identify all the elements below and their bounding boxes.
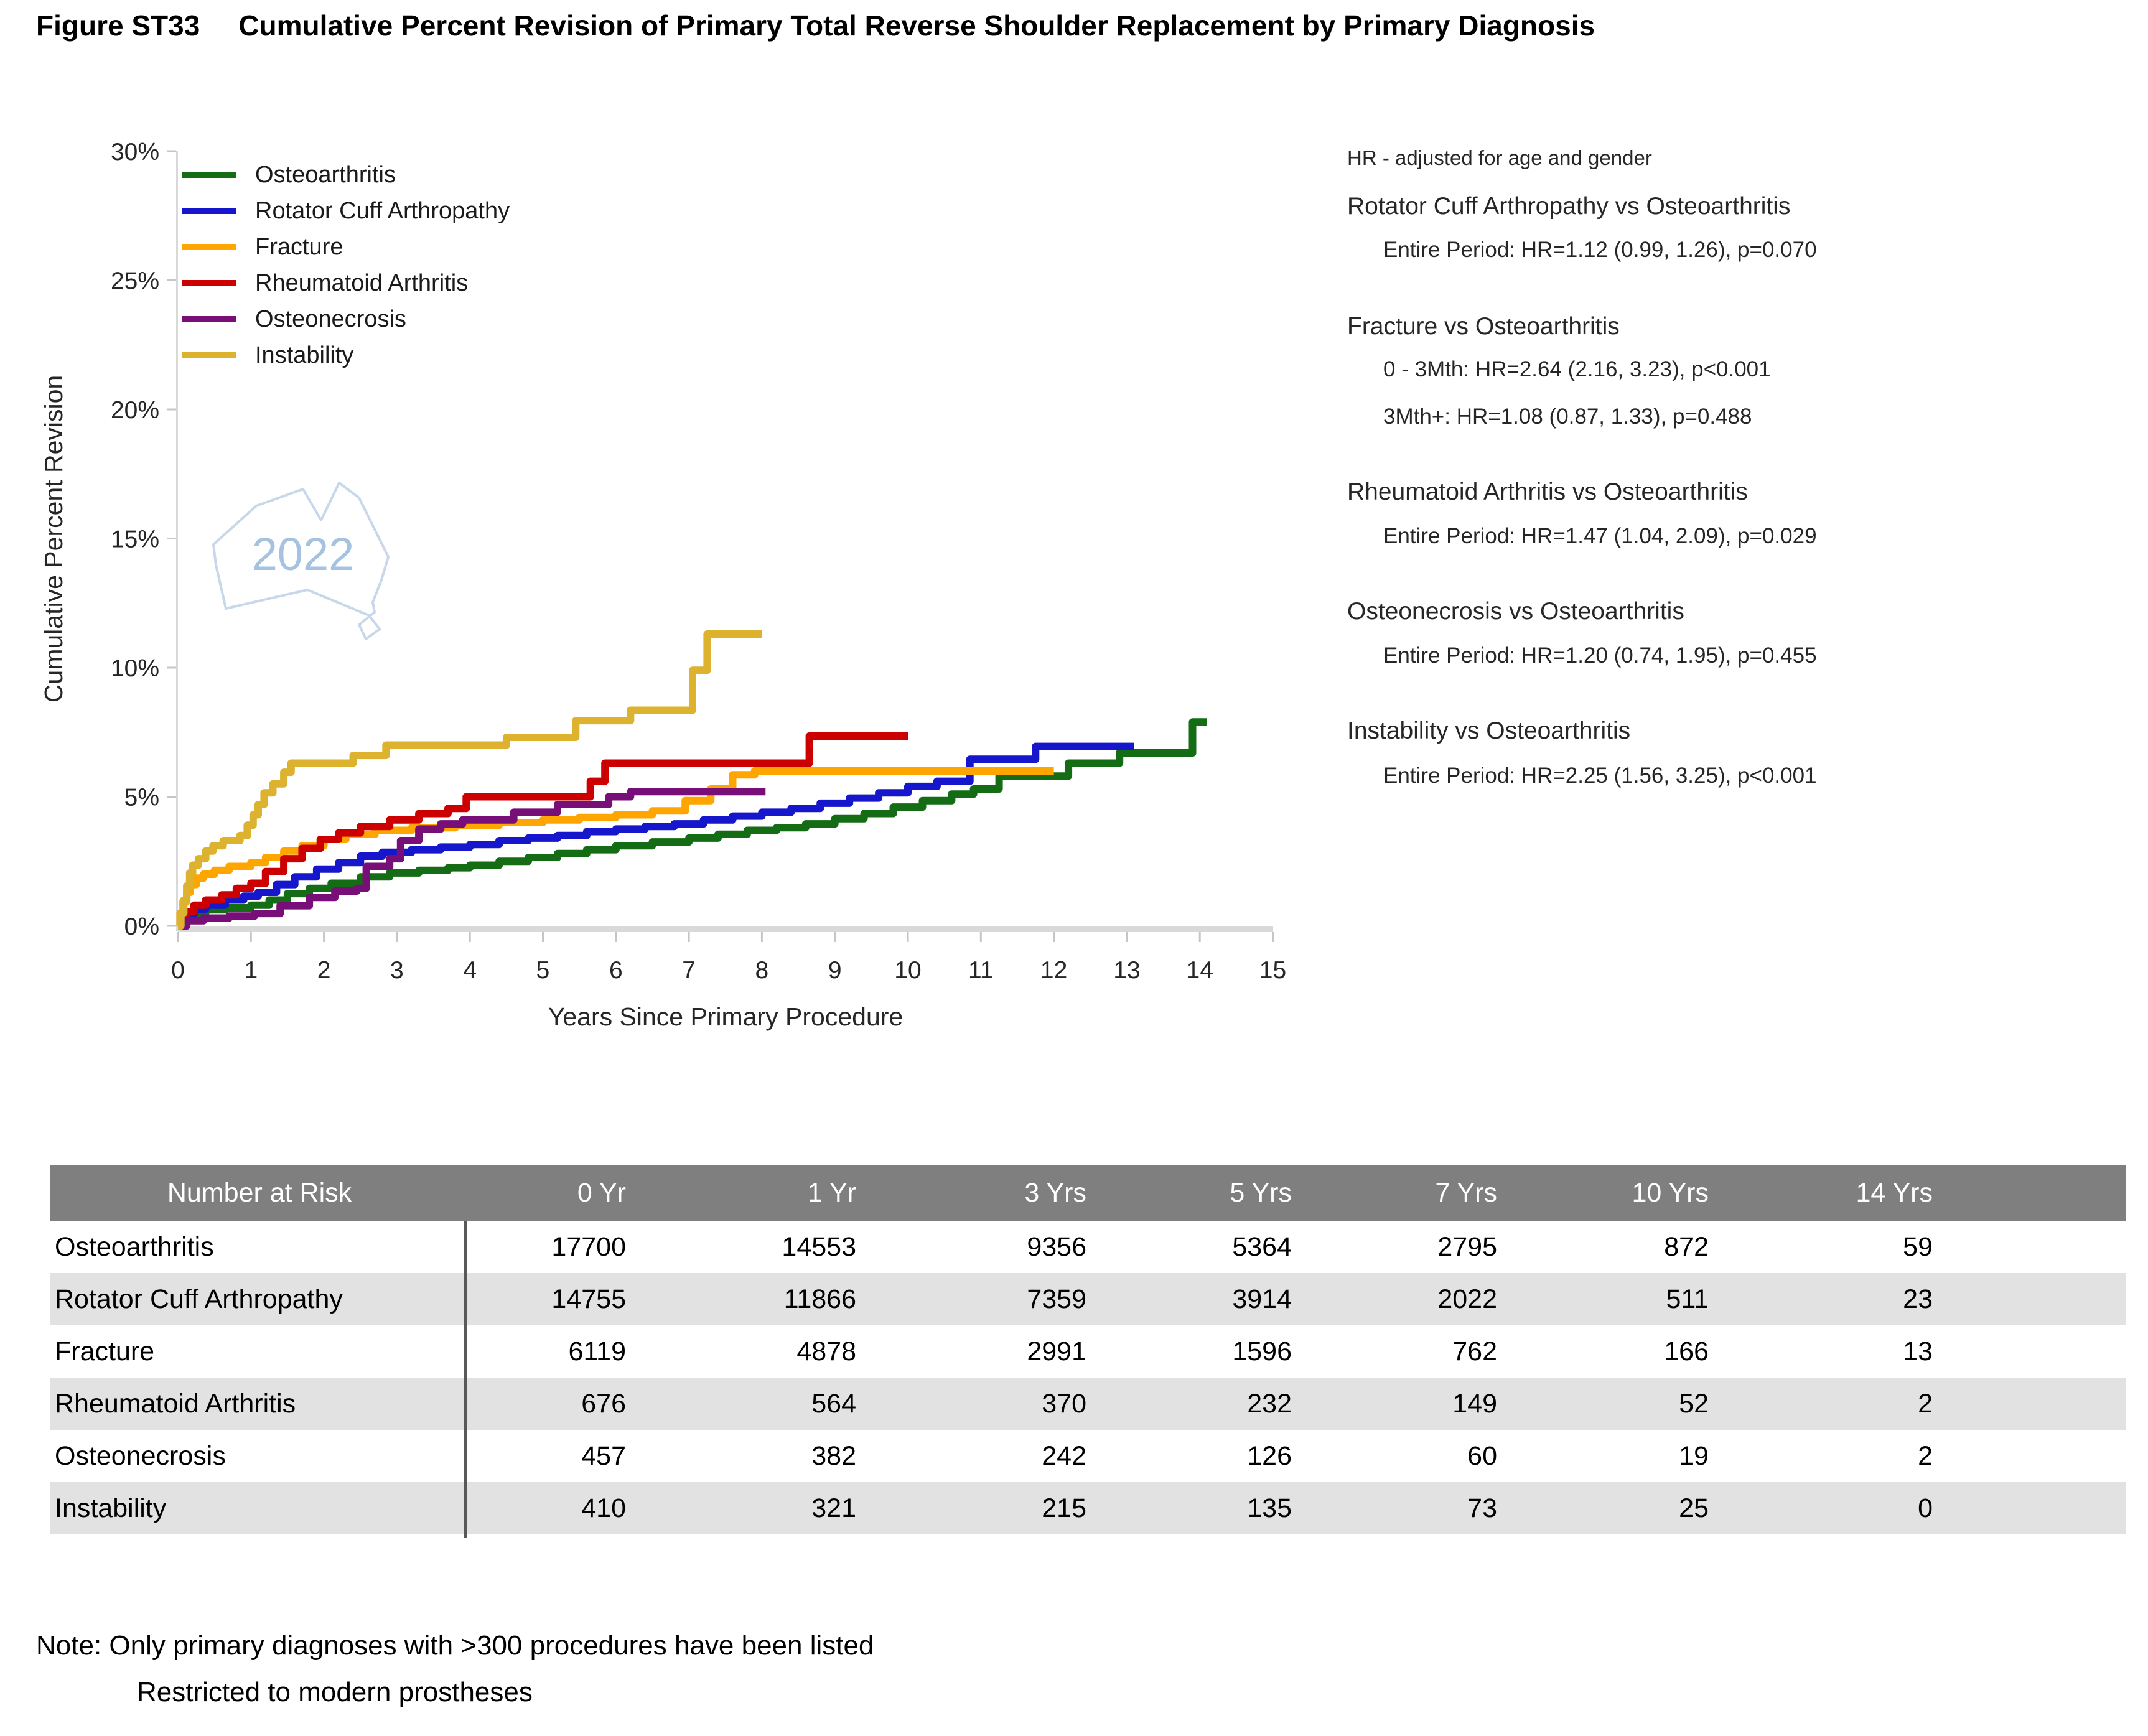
risk-value-cell: 1596: [1232, 1336, 1292, 1366]
risk-table-header: [50, 1165, 2126, 1221]
risk-value-cell: 242: [1042, 1440, 1086, 1471]
risk-header-cell: 10 Yrs: [1632, 1177, 1709, 1208]
risk-table-row: [50, 1482, 2126, 1534]
chart-legend: [182, 157, 510, 373]
x-axis-line: [178, 926, 1273, 932]
risk-value-cell: 126: [1247, 1440, 1292, 1471]
risk-value-cell: 382: [811, 1440, 856, 1471]
x-tick-label: 7: [682, 957, 696, 984]
legend-swatch-icon: [182, 352, 236, 358]
risk-value-cell: 2795: [1437, 1231, 1497, 1262]
hr-section-title-3: Osteonecrosis vs Osteoarthritis: [1347, 598, 1684, 625]
footnote-line-1: Note: Only primary diagnoses with >300 procedures have been listed: [36, 1630, 874, 1661]
y-axis-title: Cumulative Percent Revision: [39, 375, 68, 703]
risk-value-cell: 410: [581, 1493, 626, 1523]
watermark-year: 2022: [251, 528, 355, 580]
risk-value-cell: 9356: [1027, 1231, 1086, 1262]
hr-intro: HR - adjusted for age and gender: [1347, 146, 1652, 169]
x-tick-label: 3: [390, 957, 404, 984]
x-tick-label: 9: [828, 957, 842, 984]
legend-swatch-icon: [182, 208, 236, 214]
x-tick-label: 1: [244, 957, 258, 984]
risk-row-label: Fracture: [55, 1336, 155, 1366]
risk-value-cell: 59: [1903, 1231, 1933, 1262]
risk-value-cell: 14755: [551, 1284, 626, 1314]
hr-section-1-line-0: 0 - 3Mth: HR=2.64 (2.16, 3.23), p<0.001: [1383, 357, 1771, 381]
risk-value-cell: 370: [1042, 1388, 1086, 1419]
legend-label: Rotator Cuff Arthropathy: [255, 197, 510, 224]
risk-header-cell: 0 Yr: [577, 1177, 626, 1208]
figure-number: Figure ST33: [36, 9, 200, 42]
risk-value-cell: 872: [1664, 1231, 1709, 1262]
x-tick-label: 14: [1186, 957, 1213, 984]
y-tick-label: 30%: [110, 139, 159, 166]
risk-value-cell: 5364: [1232, 1231, 1292, 1262]
hr-section-2-line-0: Entire Period: HR=1.47 (1.04, 2.09), p=0.029: [1383, 524, 1817, 548]
y-axis-line: [176, 151, 178, 931]
risk-value-cell: 564: [811, 1388, 856, 1419]
x-axis-title: Years Since Primary Procedure: [548, 1002, 904, 1031]
x-tick-label: 11: [968, 957, 994, 984]
risk-value-cell: 2022: [1437, 1284, 1497, 1314]
legend-item: [182, 337, 510, 373]
risk-value-cell: 166: [1664, 1336, 1709, 1366]
y-tick-label: 15%: [110, 526, 159, 553]
y-tick-label: 25%: [110, 268, 159, 295]
risk-header-cell: 14 Yrs: [1856, 1177, 1933, 1208]
risk-value-cell: 2: [1918, 1440, 1933, 1471]
legend-label: Rheumatoid Arthritis: [255, 269, 469, 296]
number-at-risk-table: [50, 1165, 2126, 1534]
risk-table-row: [50, 1325, 2126, 1378]
risk-value-cell: 232: [1247, 1388, 1292, 1419]
x-tick-label: 15: [1259, 957, 1287, 984]
hazard-ratio-panel: [1347, 118, 2144, 840]
legend-label: Instability: [255, 342, 354, 368]
x-tick-label: 12: [1040, 957, 1068, 984]
risk-value-cell: 4878: [796, 1336, 856, 1366]
risk-value-cell: 11866: [783, 1284, 856, 1314]
risk-value-cell: 511: [1666, 1284, 1709, 1314]
risk-value-cell: 149: [1452, 1388, 1497, 1419]
legend-label: Osteonecrosis: [255, 306, 406, 332]
legend-swatch-icon: [182, 172, 236, 178]
x-tick-label: 10: [894, 957, 922, 984]
x-tick-label: 13: [1113, 957, 1141, 984]
hr-section-title-1: Fracture vs Osteoarthritis: [1347, 313, 1620, 340]
risk-row-label: Osteoarthritis: [55, 1231, 214, 1262]
x-tick-label: 4: [463, 957, 477, 984]
risk-value-cell: 25: [1679, 1493, 1709, 1523]
risk-value-cell: 0: [1918, 1493, 1933, 1523]
risk-value-cell: 60: [1467, 1440, 1497, 1471]
risk-value-cell: 762: [1452, 1336, 1497, 1366]
risk-value-cell: 7359: [1027, 1284, 1086, 1314]
legend-item: [182, 229, 510, 265]
x-tick-label: 6: [609, 957, 623, 984]
risk-value-cell: 3914: [1232, 1284, 1292, 1314]
risk-row-label: Osteonecrosis: [55, 1440, 226, 1471]
legend-item: [182, 265, 510, 301]
watermark-australia: [213, 483, 388, 639]
y-tick-label: 0%: [124, 913, 159, 940]
risk-header-cell: Number at Risk: [167, 1177, 352, 1208]
y-tick-label: 5%: [124, 784, 159, 811]
hr-section-4-line-0: Entire Period: HR=2.25 (1.56, 3.25), p<0.001: [1383, 763, 1817, 788]
risk-header-cell: 3 Yrs: [1024, 1177, 1086, 1208]
risk-value-cell: 13: [1903, 1336, 1933, 1366]
risk-table-row: [50, 1221, 2126, 1273]
risk-row-label: Rotator Cuff Arthropathy: [55, 1284, 343, 1314]
risk-value-cell: 52: [1679, 1388, 1709, 1419]
legend-item: [182, 301, 510, 337]
series-curves: [178, 634, 1207, 926]
risk-row-label: Rheumatoid Arthritis: [55, 1388, 296, 1419]
hr-section-3-line-0: Entire Period: HR=1.20 (0.74, 1.95), p=0.455: [1383, 643, 1817, 668]
table-column-divider: [464, 1221, 467, 1538]
risk-value-cell: 135: [1247, 1493, 1292, 1523]
x-tick-label: 8: [755, 957, 769, 984]
risk-value-cell: 2991: [1027, 1336, 1086, 1366]
risk-header-cell: 5 Yrs: [1230, 1177, 1292, 1208]
risk-value-cell: 457: [581, 1440, 626, 1471]
legend-item: [182, 193, 510, 229]
figure-title-text: Cumulative Percent Revision of Primary Total Reverse Shoulder Replacement by Primary Diagnosis: [238, 9, 1595, 42]
risk-value-cell: 676: [581, 1388, 626, 1419]
risk-header-cell: 1 Yr: [807, 1177, 856, 1208]
legend-swatch-icon: [182, 244, 236, 250]
x-tick-label: 0: [171, 957, 185, 984]
hr-section-title-4: Instability vs Osteoarthritis: [1347, 717, 1631, 744]
risk-table-row: [50, 1430, 2126, 1482]
hr-section-0-line-0: Entire Period: HR=1.12 (0.99, 1.26), p=0.070: [1383, 238, 1817, 262]
risk-value-cell: 321: [811, 1493, 856, 1523]
risk-table-row: [50, 1273, 2126, 1325]
x-tick-label: 5: [536, 957, 550, 984]
risk-table-row: [50, 1378, 2126, 1430]
hr-section-title-0: Rotator Cuff Arthropathy vs Osteoarthritis: [1347, 193, 1791, 220]
legend-label: Fracture: [255, 233, 343, 260]
legend-item: [182, 157, 510, 193]
risk-row-label: Instability: [55, 1493, 167, 1523]
risk-header-cell: 7 Yrs: [1435, 1177, 1497, 1208]
x-tick-label: 2: [317, 957, 331, 984]
legend-swatch-icon: [182, 280, 236, 286]
risk-value-cell: 73: [1467, 1493, 1497, 1523]
y-tick-label: 20%: [110, 397, 159, 424]
risk-value-cell: 215: [1042, 1493, 1086, 1523]
risk-value-cell: 23: [1903, 1284, 1933, 1314]
risk-value-cell: 6119: [568, 1336, 626, 1366]
risk-value-cell: 17700: [551, 1231, 626, 1262]
risk-value-cell: 19: [1679, 1440, 1709, 1471]
risk-value-cell: 2: [1918, 1388, 1933, 1419]
risk-value-cell: 14553: [782, 1231, 856, 1262]
footnote-line-2: Restricted to modern prostheses: [137, 1677, 533, 1707]
legend-label: Osteoarthritis: [255, 161, 396, 188]
hr-section-1-line-1: 3Mth+: HR=1.08 (0.87, 1.33), p=0.488: [1383, 404, 1752, 429]
legend-swatch-icon: [182, 316, 236, 322]
hr-section-title-2: Rheumatoid Arthritis vs Osteoarthritis: [1347, 478, 1748, 505]
y-tick-label: 10%: [110, 655, 159, 682]
